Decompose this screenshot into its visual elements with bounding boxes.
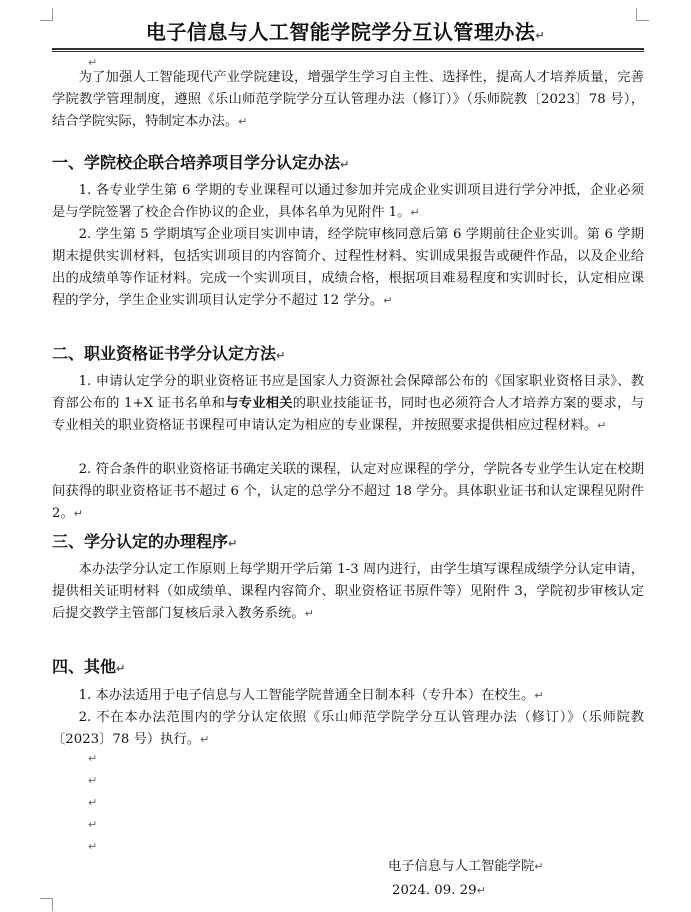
empty-paragraph[interactable]: ↵: [88, 56, 98, 69]
section-3-paragraph-1[interactable]: 本办法学分认定工作原则上每学期开学后第 1-3 周内进行，由学生填写课程成绩学分认定申请，提供相关证明材料（如成绩单、课程内容简介、职业资格证书原件等）见附件 3，学院初步审核认定后提交教学主管部门复核后录入教务系统。↵: [52, 562, 644, 621]
section-4-paragraph-2[interactable]: 2. 不在本办法范围内的学分认定依照《乐山师范学院学分互认管理办法（修订）》（乐师院教〔2023〕78 号）执行。↵: [52, 710, 644, 747]
section-heading-2[interactable]: 二、职业资格证书学分认定方法↵: [52, 344, 286, 363]
document-title[interactable]: 电子信息与人工智能学院学分互认管理办法↵: [145, 20, 546, 44]
section-1-paragraph-2[interactable]: 2. 学生第 5 学期填写企业项目实训申请，经学院审核同意后第 6 学期前往企业实训。第 6 学期期末提供实训材料，包括实训项目的内容简介、过程性材料、实训成果报告或硬件作品，以及企业给出的成绩单等作证材料。完成一个实训项目，成绩合格，根据项目难易程度和实训时长，认定相应课程的学分，学生企业实训项目认定学分不超过 12 学分。↵: [52, 227, 644, 308]
signature-date[interactable]: 2024. 09. 29↵: [392, 883, 486, 898]
section-heading-3[interactable]: 三、学分认定的办理程序↵: [52, 532, 238, 551]
section-2-paragraph-2[interactable]: 2. 符合条件的职业资格证书确定关联的课程，认定对应课程的学分，学院各专业学生认定在校期间获得的职业资格证书不超过 6 个，认定的总学分不超过 18 学分。具体职业证书和认定课程见附件 2。↵: [52, 462, 644, 521]
empty-paragraph[interactable]: ↵: [88, 774, 98, 787]
section-heading-4[interactable]: 四、其他↵: [52, 657, 126, 676]
intro-paragraph[interactable]: 为了加强人工智能现代产业学院建设，增强学生学习自主性、选择性，提高人才培养质量，完善学院教学管理制度，遵照《乐山师范学院学分互认管理办法（修订）》（乐师院教〔2023〕78 号），结合学院实际，特制定本办法。↵: [52, 70, 644, 129]
empty-paragraph[interactable]: ↵: [88, 840, 98, 853]
page-corner-marker: [40, 898, 53, 911]
empty-paragraph[interactable]: ↵: [88, 818, 98, 831]
section-1-paragraph-1[interactable]: 1. 各专业学生第 6 学期的专业课程可以通过参加并完成企业实训项目进行学分冲抵，企业必须是与学院签署了校企合作协议的企业，具体名单为见附件 1。↵: [52, 183, 644, 220]
section-heading-1[interactable]: 一、学院校企联合培养项目学分认定办法↵: [52, 153, 350, 172]
section-2-paragraph-1[interactable]: 1. 申请认定学分的职业资格证书应是国家人力资源社会保障部公布的《国家职业资格目录》、教育部公布的 1+X 证书名单和与专业相关的职业技能证书，同时也必须符合人才培养方案的要求，与专业相关的职业资格证书课程可申请认定为相应的专业课程，并按照要求提供相应过程材料。↵: [52, 374, 645, 433]
empty-paragraph[interactable]: ↵: [88, 752, 98, 765]
signature-organization[interactable]: 电子信息与人工智能学院↵: [388, 859, 544, 874]
title-rule: [52, 48, 644, 50]
title-rule-thin: [52, 51, 644, 52]
bold-emphasis: 与专业相关: [225, 396, 293, 411]
empty-paragraph[interactable]: ↵: [88, 796, 98, 809]
section-4-paragraph-1[interactable]: 1. 本办法适用于电子信息与人工智能学院普通全日制本科（专升本）在校生。↵: [78, 688, 544, 703]
